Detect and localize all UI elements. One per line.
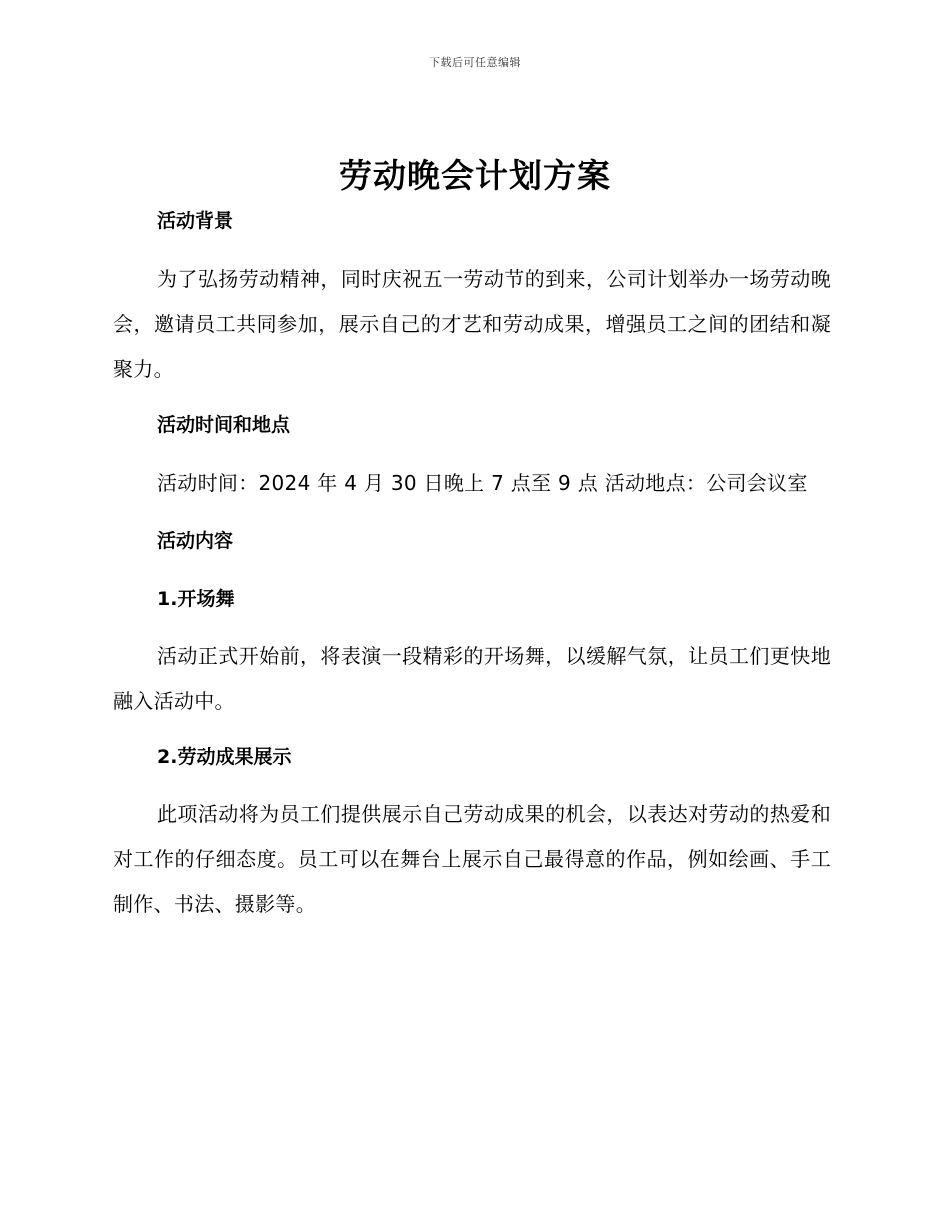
- paragraph-item-2: 此项活动将为员工们提供展示自己劳动成果的机会，以表达对劳动的热爱和对工作的仔细态度。员工可以在舞台上展示自己最得意的作品，例如绘画、手工制作、书法、摄影等。: [113, 802, 831, 916]
- paragraph-time-place: 活动时间：2024 年 4 月 30 日晚上 7 点至 9 点 活动地点：公司会议室: [157, 471, 808, 495]
- header-note: 下载后可任意编辑: [429, 56, 521, 69]
- page-title: 劳动晚会计划方案: [339, 156, 611, 195]
- heading-time-place: 活动时间和地点: [157, 414, 291, 436]
- paragraph-background: 为了弘扬劳动精神，同时庆祝五一劳动节的到来，公司计划举办一场劳动晚会，邀请员工共同参加，展示自己的才艺和劳动成果，增强员工之间的团结和凝聚力。: [113, 267, 831, 381]
- paragraph-item-1: 活动正式开始前，将表演一段精彩的开场舞，以缓解气氛，让员工们更快地融入活动中。: [113, 644, 831, 713]
- heading-content: 活动内容: [157, 530, 234, 552]
- heading-item-1: 1.开场舞: [157, 588, 235, 610]
- heading-background: 活动背景: [157, 210, 234, 232]
- heading-item-2: 2.劳动成果展示: [157, 746, 292, 768]
